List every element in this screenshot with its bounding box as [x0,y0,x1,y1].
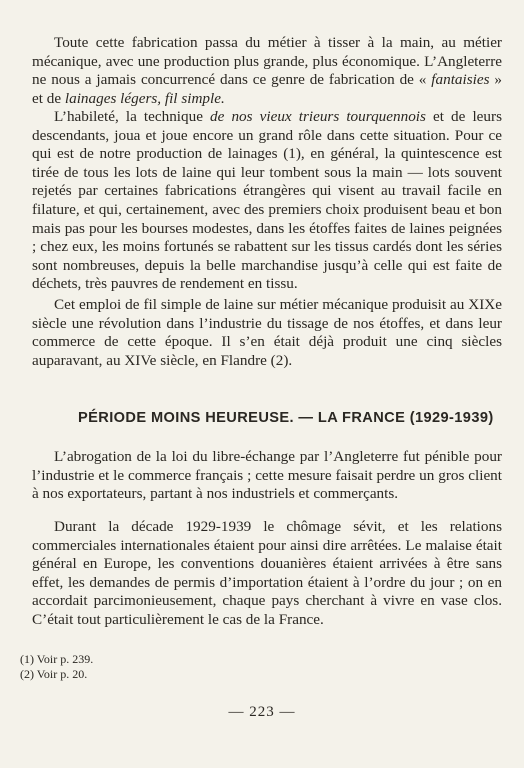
page-number: — 223 — [228,704,296,720]
paragraph-2-text-b: et de leurs descendants, joua et joue encore un grand rôle dans cette situation. Pour ce qui est de notre production de lainages (1), en général, la quintescence est tirée de tous les lots de laine qui leur tombent sous la main — lots souvent rejetés par certaines fabrications étrangères qui visent au travail facile en filature, et qui, certainement, avec des premiers choix produisent beau et bon mais pas pour les bourses modestes, dans les étoffes faites de laines peignées ; chez eux, les moins fortunés se rabattent sur les tissus cardés dont les séries sont nombreuses, depuis la belle marchandise jusqu’à celle qui est faite de déchets, très pauvres de rendement en tissu. [32,108,502,293]
footnote-1: (1) Voir p. 239. [20,652,94,666]
italic-lainages: lainages légers, fil simple. [64,89,225,107]
footnotes [20,652,500,682]
footnote-2: (2) Voir p. 20. [20,667,88,681]
paragraph-1 [32,34,502,108]
paragraph-2 [32,108,502,294]
paragraph-1-text-mid: » et de [32,71,503,107]
paragraph-2-text-a: L’habileté, la technique [54,108,211,125]
paragraph-3: Cet emploi de fil simple de laine sur métier mécanique produisit au XIXe siècle une révolution dans l’industrie du tissage de nos étoffes, et dans leur commerce de cette époque. Il s’en était déjà produit une cinq siècles auparavant, au XIVe siècle, en Flandre (2). [32,296,502,369]
italic-trieurs: de nos vieux trieurs tourquennois [210,108,426,125]
paragraph-1-text: Toute cette fabrication passa du métier à tisser à la main, au métier mécanique, avec une production plus grande, plus économique. L’Angleterre ne nous a jamais concurrencé dans ce genre de fabrication de « [32,34,502,89]
section-heading: PÉRIODE MOINS HEUREUSE. — LA FRANCE (1929-1939) [78,410,494,426]
paragraph-5: Durant la décade 1929-1939 le chômage sévit, et les relations commerciales internationales étaient pour ainsi dire arrêtées. Le malaise était général en Europe, les conventions douanières étaient arrivées à être sans effet, les demandes de permis d’importation étaient à l’ordre du jour ; on en accordait parcimonieusement, chaque pays cherchant à vivre en vase clos. C’était tout particulièrement le cas de la France. [32,518,502,628]
italic-fantaisies: fantaisies [431,71,490,89]
paragraph-4: L’abrogation de la loi du libre-échange par l’Angleterre fut pénible pour l’industrie et le commerce français ; cette mesure faisait perdre un gros client à nos exportateurs, partant à nos industriels et commerçants. [32,448,502,503]
